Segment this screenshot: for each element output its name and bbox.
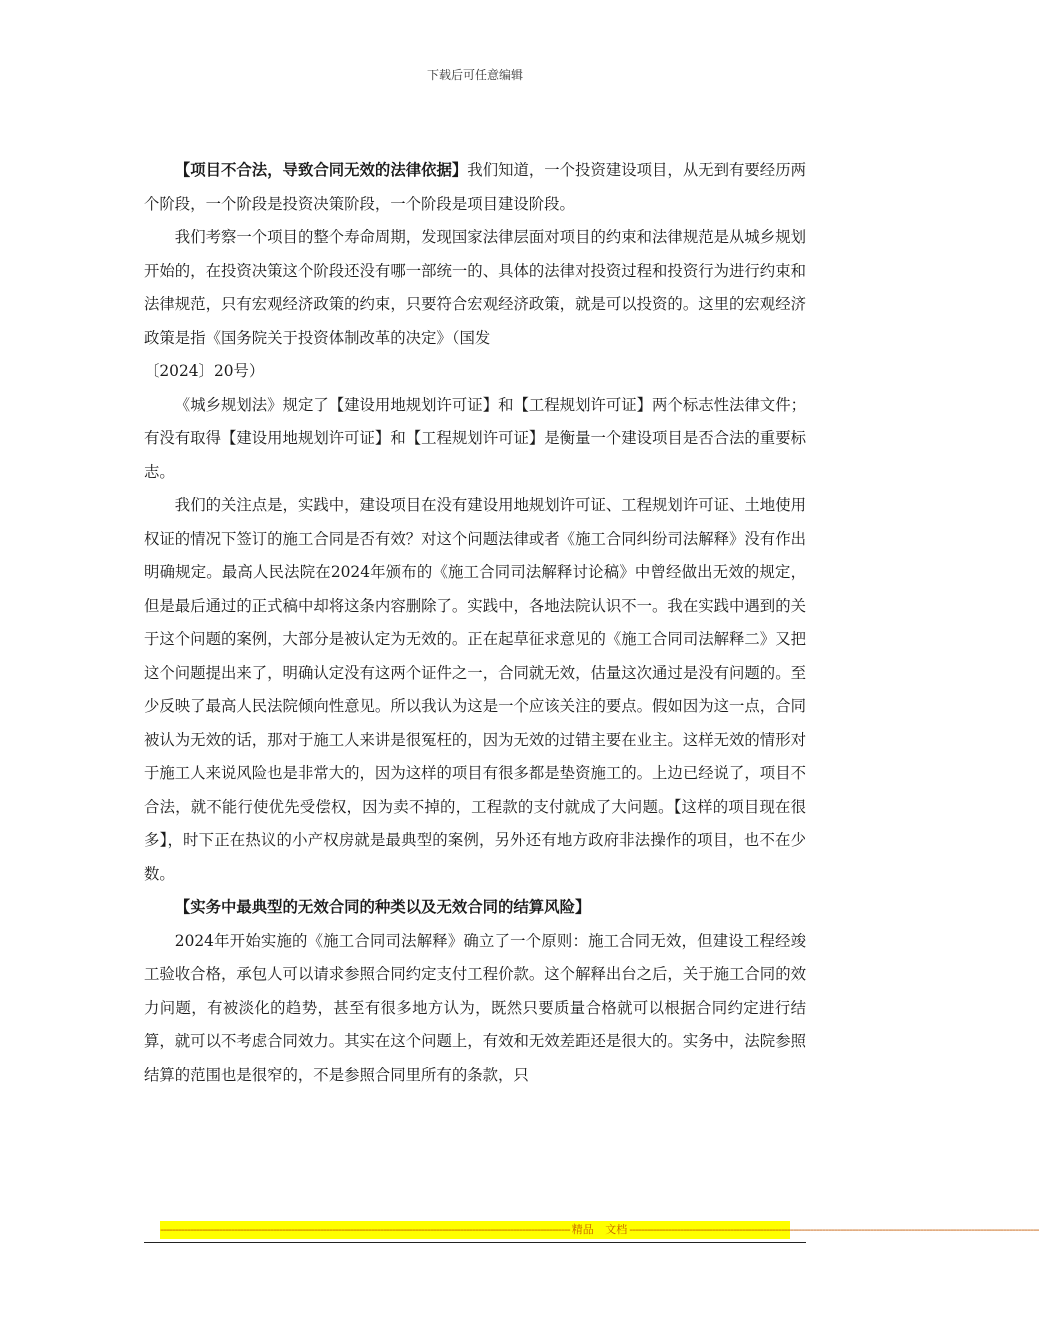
- footer-banner: [160, 1221, 1039, 1239]
- section-heading-invalid-contracts: 【实务中最典型的无效合同的种类以及无效合同的结算风险】: [174, 898, 591, 916]
- paragraph-project-lifecycle: 我们考察一个项目的整个寿命周期，发现国家法律层面对项目的约束和法律规范是从城乡规划开始的，在投资决策这个阶段还没有哪一部统一的、具体的法律对投资过程和投资行为进行约束和法律规范，只有宏观经济政策的约束，只要符合宏观经济政策，就是可以投资的。这里的宏观经济政策是指《国务院关于投资体制改革的决定》（国发: [144, 228, 806, 347]
- paragraph-judicial-interpretation: 2024年开始实施的《施工合同司法解释》确立了一个原则：施工合同无效，但建设工程经竣工验收合格，承包人可以请求参照合同约定支付工程价款。这个解释出台之后，关于施工合同的效力问题，有被淡化的趋势，甚至有很多地方认为，既然只要质量合格就可以根据合同约定进行结算，就可以不考虑合同效力。其实在这个问题上，有效和无效差距还是很大的。实务中，法院参照结算的范围也是很窄的，不是参照合同里所有的条款，只: [144, 931, 806, 1084]
- footer-dashes-left: ------------------------------------------------------------------------------------------------------------------------------------------: [160, 1223, 570, 1236]
- paragraph-practice-focus: 我们的关注点是，实践中，建设项目在没有建设用地规划许可证、工程规划许可证、土地使用权证的情况下签订的施工合同是否有效？对这个问题法律或者《施工合同纠纷司法解释》没有作出明确规定。最高人民法院在2024年颁布的《施工合同司法解释讨论稿》中曾经做出无效的规定，但是最后通过的正式稿中却将这条内容删除了。实践中，各地法院认识不一。我在实践中遇到的关于这个问题的案例，大部分是被认定为无效的。正在起草征求意见的《施工合同司法解释二》又把这个问题提出来了，明确认定没有这两个证件之一，合同就无效，估量这次通过是没有问题的。至少反映了最高人民法院倾向性意见。所以我认为这是一个应该关注的要点。假如因为这一点，合同被认为无效的话，那对于施工人来讲是很冤枉的，因为无效的过错主要在业主。这样无效的情形对于施工人来说风险也是非常大的，因为这样的项目有很多都是垫资施工的。上边已经说了，项目不合法，就不能行使优先受偿权，因为卖不掉的，工程款的支付就成了大问题。【这样的项目现在很多】，时下正在热议的小产权房就是最典型的案例，另外还有地方政府非法操作的项目，也不在少数。: [144, 496, 806, 883]
- page-header: 下载后可任意编辑: [426, 68, 523, 82]
- footer-rule: [144, 1242, 806, 1243]
- footer-label: 精品 文档: [571, 1223, 628, 1236]
- document-body: [144, 154, 806, 1092]
- paragraph-planning-law: 《城乡规划法》规定了【建设用地规划许可证】和【工程规划许可证】两个标志性法律文件；有没有取得【建设用地规划许可证】和【工程规划许可证】是衡量一个建设项目是否合法的重要标志。: [144, 395, 806, 481]
- footer-dashes-right: ------------------------------------------------------------------------------------------------------------------------------------------: [629, 1223, 1039, 1236]
- paragraph-project-lifecycle-continued: 〔2024〕20号）: [144, 362, 265, 380]
- paragraph-legal-basis-heading: 【项目不合法，导致合同无效的法律依据】: [174, 161, 468, 179]
- paragraph-legal-basis-text: 我们知道，一个投资建设项目，从无到有要经历两个阶段，一个阶段是投资决策阶段，一个阶段是项目建设阶段。: [144, 161, 806, 213]
- paragraph-legal-basis: [144, 154, 806, 221]
